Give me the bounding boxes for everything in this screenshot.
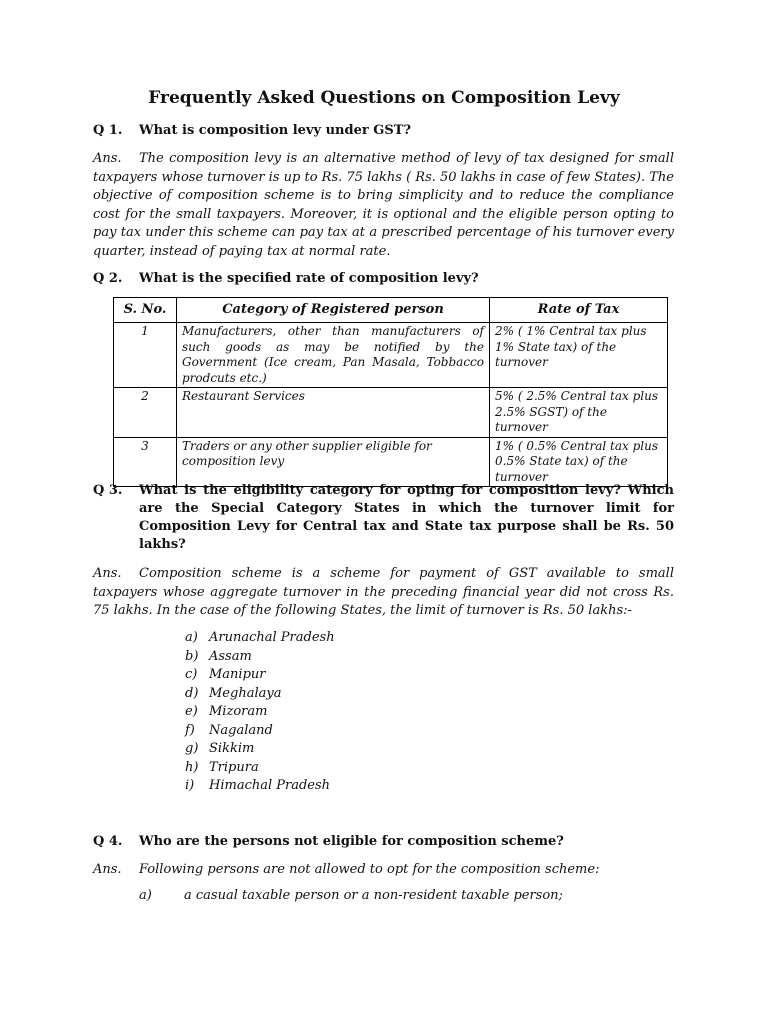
list-item bbox=[185, 648, 335, 667]
answer-label: Ans. bbox=[93, 862, 122, 877]
list-marker: h) bbox=[185, 759, 199, 775]
answer-text: The composition levy is an alternative method of levy of tax designed for small taxpayers whose turnover is up to Rs. 75 lakhs ( Rs. 50 lakhs in case of few States). The objective of composition scheme is to bring simplicity and to reduce the compliance cost for the small taxpayers. Moreover, it is optional and the eligible person opting to pay tax under this scheme can pay tax at a prescribed percentage of his turnover every quarter, instead of paying tax at normal rate. bbox=[93, 151, 674, 259]
state-name: Himachal Pradesh bbox=[209, 778, 331, 793]
list-marker: f) bbox=[185, 722, 195, 738]
question-number: Q 4. bbox=[93, 834, 123, 849]
list-item bbox=[185, 722, 335, 741]
list-item bbox=[185, 703, 335, 722]
state-name: Mizoram bbox=[209, 704, 268, 719]
list-item bbox=[185, 740, 335, 759]
state-name: Manipur bbox=[209, 667, 266, 682]
answer-text: Composition scheme is a scheme for payment of GST available to small taxpayers whose aggregate turnover in the preceding financial year did not cross Rs. 75 lakhs. In the case of the following States, the limit of turnover is Rs. 50 lakhs:- bbox=[93, 566, 674, 618]
table-row bbox=[114, 388, 668, 438]
list-marker: g) bbox=[185, 741, 199, 756]
table-row bbox=[114, 437, 668, 487]
list-marker: c) bbox=[185, 667, 198, 682]
list-marker: b) bbox=[185, 648, 199, 664]
table-row bbox=[114, 323, 668, 388]
composition-rate-table bbox=[113, 297, 668, 487]
answer-label: Ans. bbox=[93, 151, 122, 166]
question-number: Q 1. bbox=[93, 123, 123, 138]
list-item bbox=[185, 685, 335, 704]
answer-text: Following persons are not allowed to opt for the composition scheme: bbox=[139, 862, 600, 877]
state-name: Meghalaya bbox=[209, 685, 282, 701]
list-item bbox=[185, 666, 335, 685]
list-marker: e) bbox=[185, 704, 198, 719]
answer-label: Ans. bbox=[93, 566, 122, 581]
state-name: Nagaland bbox=[209, 722, 273, 738]
table-cell: 1 bbox=[114, 323, 177, 388]
question-2 bbox=[93, 270, 674, 288]
list-item bbox=[185, 759, 335, 778]
question-number: Q 3. bbox=[93, 483, 123, 498]
question-text: What is the eligibility category for opting for composition levy? Which are the Special Category States in which the turnover limit for Composition Levy for Central tax and State tax purpose shall be Rs. 50 lakhs? bbox=[139, 483, 674, 552]
question-1 bbox=[93, 122, 674, 140]
ineligible-person-text: a casual taxable person or a non-resident taxable person; bbox=[184, 888, 563, 903]
state-name: Tripura bbox=[209, 759, 259, 775]
question-number: Q 2. bbox=[93, 271, 123, 286]
list-marker: d) bbox=[185, 685, 199, 701]
table-cell: 2% ( 1% Central tax plus 1% State tax) of the turnover bbox=[490, 323, 668, 388]
answer-3 bbox=[93, 565, 674, 621]
list-marker: i) bbox=[185, 778, 195, 793]
state-name: Assam bbox=[209, 648, 252, 664]
table-header-row bbox=[114, 298, 668, 323]
column-header: Rate of Tax bbox=[490, 298, 668, 323]
column-header: Category of Registered person bbox=[177, 298, 490, 323]
state-name: Arunachal Pradesh bbox=[209, 630, 335, 645]
table-cell: Manufacturers, other than manufacturers of such goods as may be notified by the Government (Ice cream, Pan Masala, Tobbacco prodcuts etc.) bbox=[177, 323, 490, 388]
question-text: What is composition levy under GST? bbox=[139, 123, 412, 138]
table-cell: Traders or any other supplier eligible for composition levy bbox=[177, 437, 490, 487]
table-cell: Restaurant Services bbox=[177, 388, 490, 438]
special-category-states-list bbox=[185, 629, 335, 796]
question-4 bbox=[93, 833, 674, 851]
state-name: Sikkim bbox=[209, 741, 255, 756]
list-item bbox=[185, 777, 335, 796]
table-cell: 3 bbox=[114, 437, 177, 487]
table-cell: 2 bbox=[114, 388, 177, 438]
page-title: Frequently Asked Questions on Composition Levy bbox=[148, 88, 620, 108]
question-text: What is the specified rate of composition levy? bbox=[139, 271, 479, 286]
question-3 bbox=[93, 482, 674, 554]
list-marker: a) bbox=[139, 888, 152, 903]
list-item bbox=[139, 888, 563, 903]
column-header: S. No. bbox=[114, 298, 177, 323]
question-text: Who are the persons not eligible for composition scheme? bbox=[139, 834, 564, 849]
list-marker: a) bbox=[185, 630, 198, 645]
answer-4 bbox=[93, 861, 674, 880]
table-cell: 1% ( 0.5% Central tax plus 0.5% State tax) of the turnover bbox=[490, 437, 668, 487]
answer-1 bbox=[93, 150, 674, 261]
list-item bbox=[185, 629, 335, 648]
table-cell: 5% ( 2.5% Central tax plus 2.5% SGST) of the turnover bbox=[490, 388, 668, 438]
